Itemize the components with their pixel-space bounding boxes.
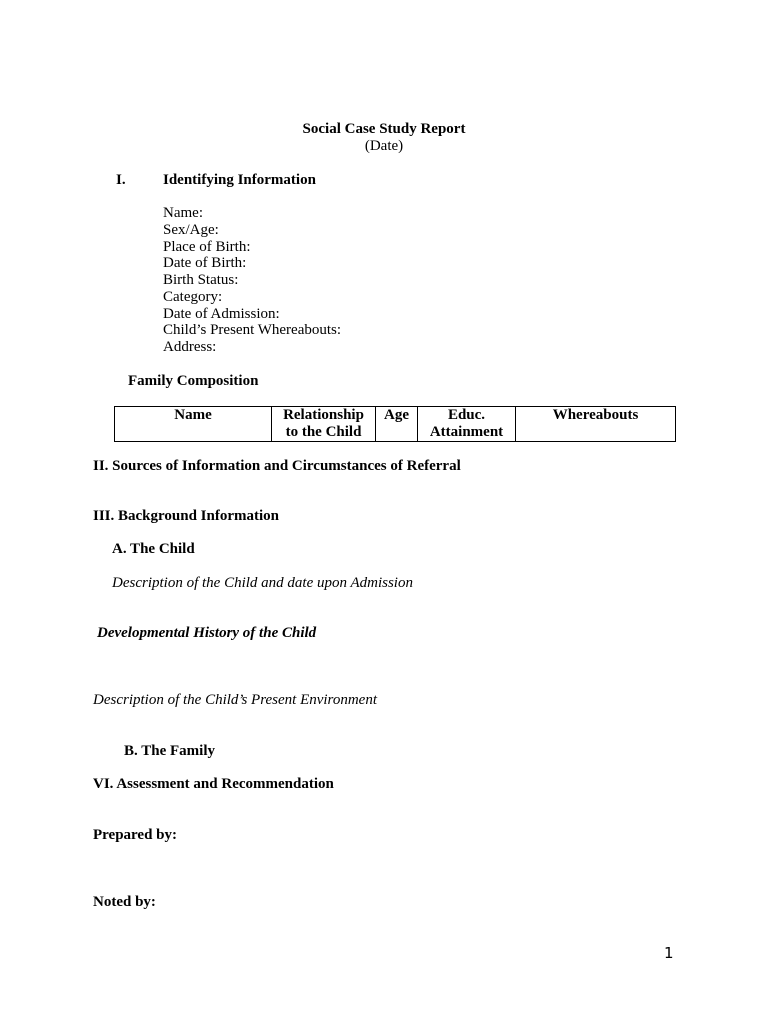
column-header-whereabouts: Whereabouts	[516, 407, 676, 442]
field-sex-age: Sex/Age:	[163, 221, 219, 238]
page-number: 1	[664, 944, 674, 962]
present-environment-description: Description of the Child’s Present Environment	[93, 692, 377, 708]
field-address: Address:	[163, 339, 217, 355]
identifying-fields	[163, 205, 341, 356]
field-name: Name:	[163, 205, 203, 221]
developmental-history-heading: Developmental History of the Child	[97, 625, 317, 641]
table-header-row	[115, 407, 676, 442]
field-date-of-birth: Date of Birth:	[163, 255, 247, 272]
section-1-number: I.	[116, 172, 126, 188]
column-header-education: Educ. Attainment	[418, 407, 516, 442]
prepared-by-label: Prepared by:	[93, 827, 178, 843]
document-title: Social Case Study Report	[302, 121, 466, 137]
subsection-family-title: B. The Family	[124, 743, 215, 759]
field-category: Category:	[163, 288, 223, 305]
child-admission-description: Description of the Child and date upon Admission	[112, 575, 413, 591]
column-header-relationship: Relationship to the Child	[272, 407, 376, 442]
family-composition-title: Family Composition	[128, 373, 259, 389]
section-2-title: II. Sources of Information and Circumstances of Referral	[93, 458, 461, 474]
document-date: (Date)	[364, 138, 404, 154]
field-date-of-admission: Date of Admission:	[163, 305, 280, 322]
field-present-whereabouts: Child’s Present Whereabouts:	[163, 322, 342, 339]
subsection-child-title: A. The Child	[112, 541, 195, 557]
section-6-title: VI. Assessment and Recommendation	[93, 776, 334, 792]
field-place-of-birth: Place of Birth:	[163, 238, 251, 255]
section-3-title: III. Background Information	[93, 508, 280, 524]
field-birth-status: Birth Status:	[163, 272, 239, 288]
column-header-name: Name	[115, 407, 272, 442]
column-header-age: Age	[376, 407, 418, 442]
section-1-title: Identifying Information	[163, 172, 316, 188]
family-composition-table	[114, 406, 676, 442]
noted-by-label: Noted by:	[93, 894, 156, 910]
